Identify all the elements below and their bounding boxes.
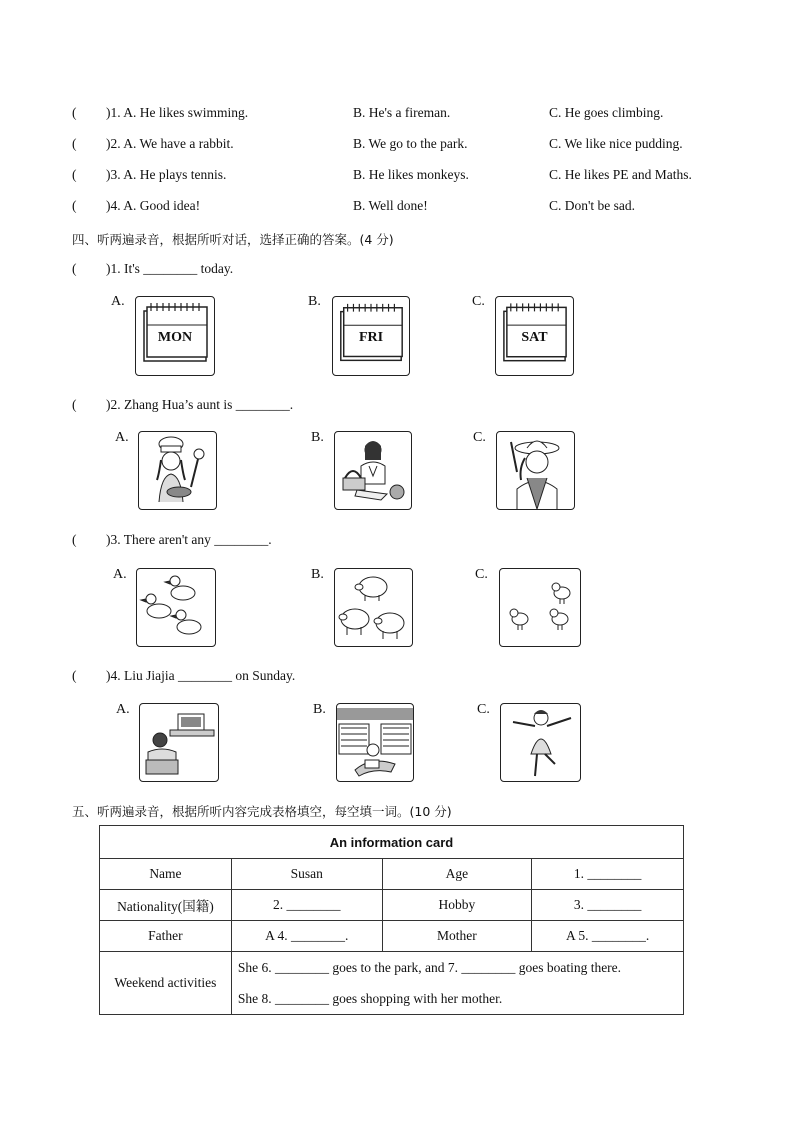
answer-paren[interactable]: ( <box>72 261 77 276</box>
chicks-icon <box>500 569 580 646</box>
table-cell: Name <box>100 859 232 890</box>
calendar-fri-picture[interactable] <box>332 296 410 376</box>
answer-blank-4[interactable]: A 4. ________. <box>231 921 382 952</box>
answer-paren[interactable]: ( <box>72 167 77 182</box>
library-reading-icon <box>337 704 413 781</box>
farmer-woman-icon <box>497 432 574 509</box>
ducks-icon <box>137 569 215 646</box>
option-c: C. We like nice pudding. <box>549 136 683 151</box>
option-b: B. We go to the park. <box>353 136 468 151</box>
answer-paren[interactable]: ( <box>72 136 77 151</box>
option-c: C. He likes PE and Maths. <box>549 167 692 182</box>
option-letter-a: A. <box>111 294 125 309</box>
dancing-picture[interactable] <box>500 703 581 782</box>
option-b: B. Well done! <box>353 198 428 213</box>
option-letter-a: A. <box>115 430 129 445</box>
table-cell: Weekend activities <box>100 952 232 1015</box>
question-text: )4. Liu Jiajia ________ on Sunday. <box>106 668 296 683</box>
answer-paren[interactable]: ( <box>72 668 77 683</box>
reading-library-picture[interactable] <box>336 703 414 782</box>
answer-paren[interactable]: ( <box>72 532 77 547</box>
table-row <box>100 952 684 1015</box>
watching-tv-picture[interactable] <box>139 703 219 782</box>
answer-paren[interactable]: ( <box>72 397 77 412</box>
table-cell: Nationality(国籍) <box>100 890 232 921</box>
question-text: )4. A. Good idea! <box>106 198 201 213</box>
option-letter-b: B. <box>313 702 326 717</box>
option-c: C. He goes climbing. <box>549 105 664 120</box>
cook-picture[interactable] <box>138 431 217 510</box>
option-letter-c: C. <box>477 702 490 717</box>
dancing-girl-icon <box>501 704 580 781</box>
option-letter-c: C. <box>473 430 486 445</box>
part4-heading: 四、听两遍录音，根据所听对话，选择正确的答案。(4 分) <box>72 232 394 247</box>
question-text: )1. A. He likes swimming. <box>106 105 249 120</box>
weekend-activities-cell[interactable] <box>231 952 683 1015</box>
option-letter-b: B. <box>311 430 324 445</box>
table-cell: Susan <box>231 859 382 890</box>
option-letter-b: B. <box>308 294 321 309</box>
calendar-day-label: FRI <box>358 330 384 345</box>
option-letter-b: B. <box>311 567 324 582</box>
answer-paren[interactable]: ( <box>72 105 77 120</box>
cook-woman-icon <box>139 432 216 509</box>
part5-heading: 五、听两遍录音，根据所听内容完成表格填空，每空填一词。(10 分) <box>72 804 452 819</box>
option-b: B. He likes monkeys. <box>353 167 469 182</box>
option-letter-c: C. <box>472 294 485 309</box>
answer-blank-3[interactable]: 3. ________ <box>532 890 684 921</box>
answer-blank-1[interactable]: 1. ________ <box>532 859 684 890</box>
question-text: )2. A. We have a rabbit. <box>106 136 234 151</box>
calendar-day-label: MON <box>157 330 193 345</box>
answer-blank-2[interactable]: 2. ________ <box>231 890 382 921</box>
watch-tv-icon <box>140 704 218 781</box>
table-cell: Hobby <box>382 890 532 921</box>
table-cell: Age <box>382 859 532 890</box>
ducks-picture[interactable] <box>136 568 216 647</box>
table-cell: Father <box>100 921 232 952</box>
pigs-icon <box>335 569 412 646</box>
table-title: An information card <box>100 826 684 859</box>
option-letter-a: A. <box>116 702 130 717</box>
question-text: )3. A. He plays tennis. <box>106 167 227 182</box>
question-text: )3. There aren't any ________. <box>106 532 272 547</box>
calendar-day-label: SAT <box>521 330 548 345</box>
chicks-picture[interactable] <box>499 568 581 647</box>
farmer-picture[interactable] <box>496 431 575 510</box>
pigs-picture[interactable] <box>334 568 413 647</box>
table-cell: Mother <box>382 921 532 952</box>
dressmaker-picture[interactable] <box>334 431 412 510</box>
information-card-table <box>99 825 684 1015</box>
table-row <box>100 859 684 890</box>
option-b: B. He's a fireman. <box>353 105 451 120</box>
answer-blank-5[interactable]: A 5. ________. <box>532 921 684 952</box>
weekend-line-1: She 6. ________ goes to the park, and 7. ________ goes boating there. <box>237 960 622 975</box>
calendar-mon-picture[interactable] <box>135 296 215 376</box>
question-text: )1. It's ________ today. <box>106 261 234 276</box>
weekend-line-2: She 8. ________ goes shopping with her mother. <box>237 991 503 1006</box>
question-text: )2. Zhang Hua’s aunt is ________. <box>106 397 294 412</box>
option-letter-c: C. <box>475 567 488 582</box>
table-row <box>100 921 684 952</box>
answer-paren[interactable]: ( <box>72 198 77 213</box>
option-letter-a: A. <box>113 567 127 582</box>
sewing-woman-icon <box>335 432 411 509</box>
option-c: C. Don't be sad. <box>549 198 636 213</box>
table-row <box>100 890 684 921</box>
calendar-sat-picture[interactable] <box>495 296 574 376</box>
